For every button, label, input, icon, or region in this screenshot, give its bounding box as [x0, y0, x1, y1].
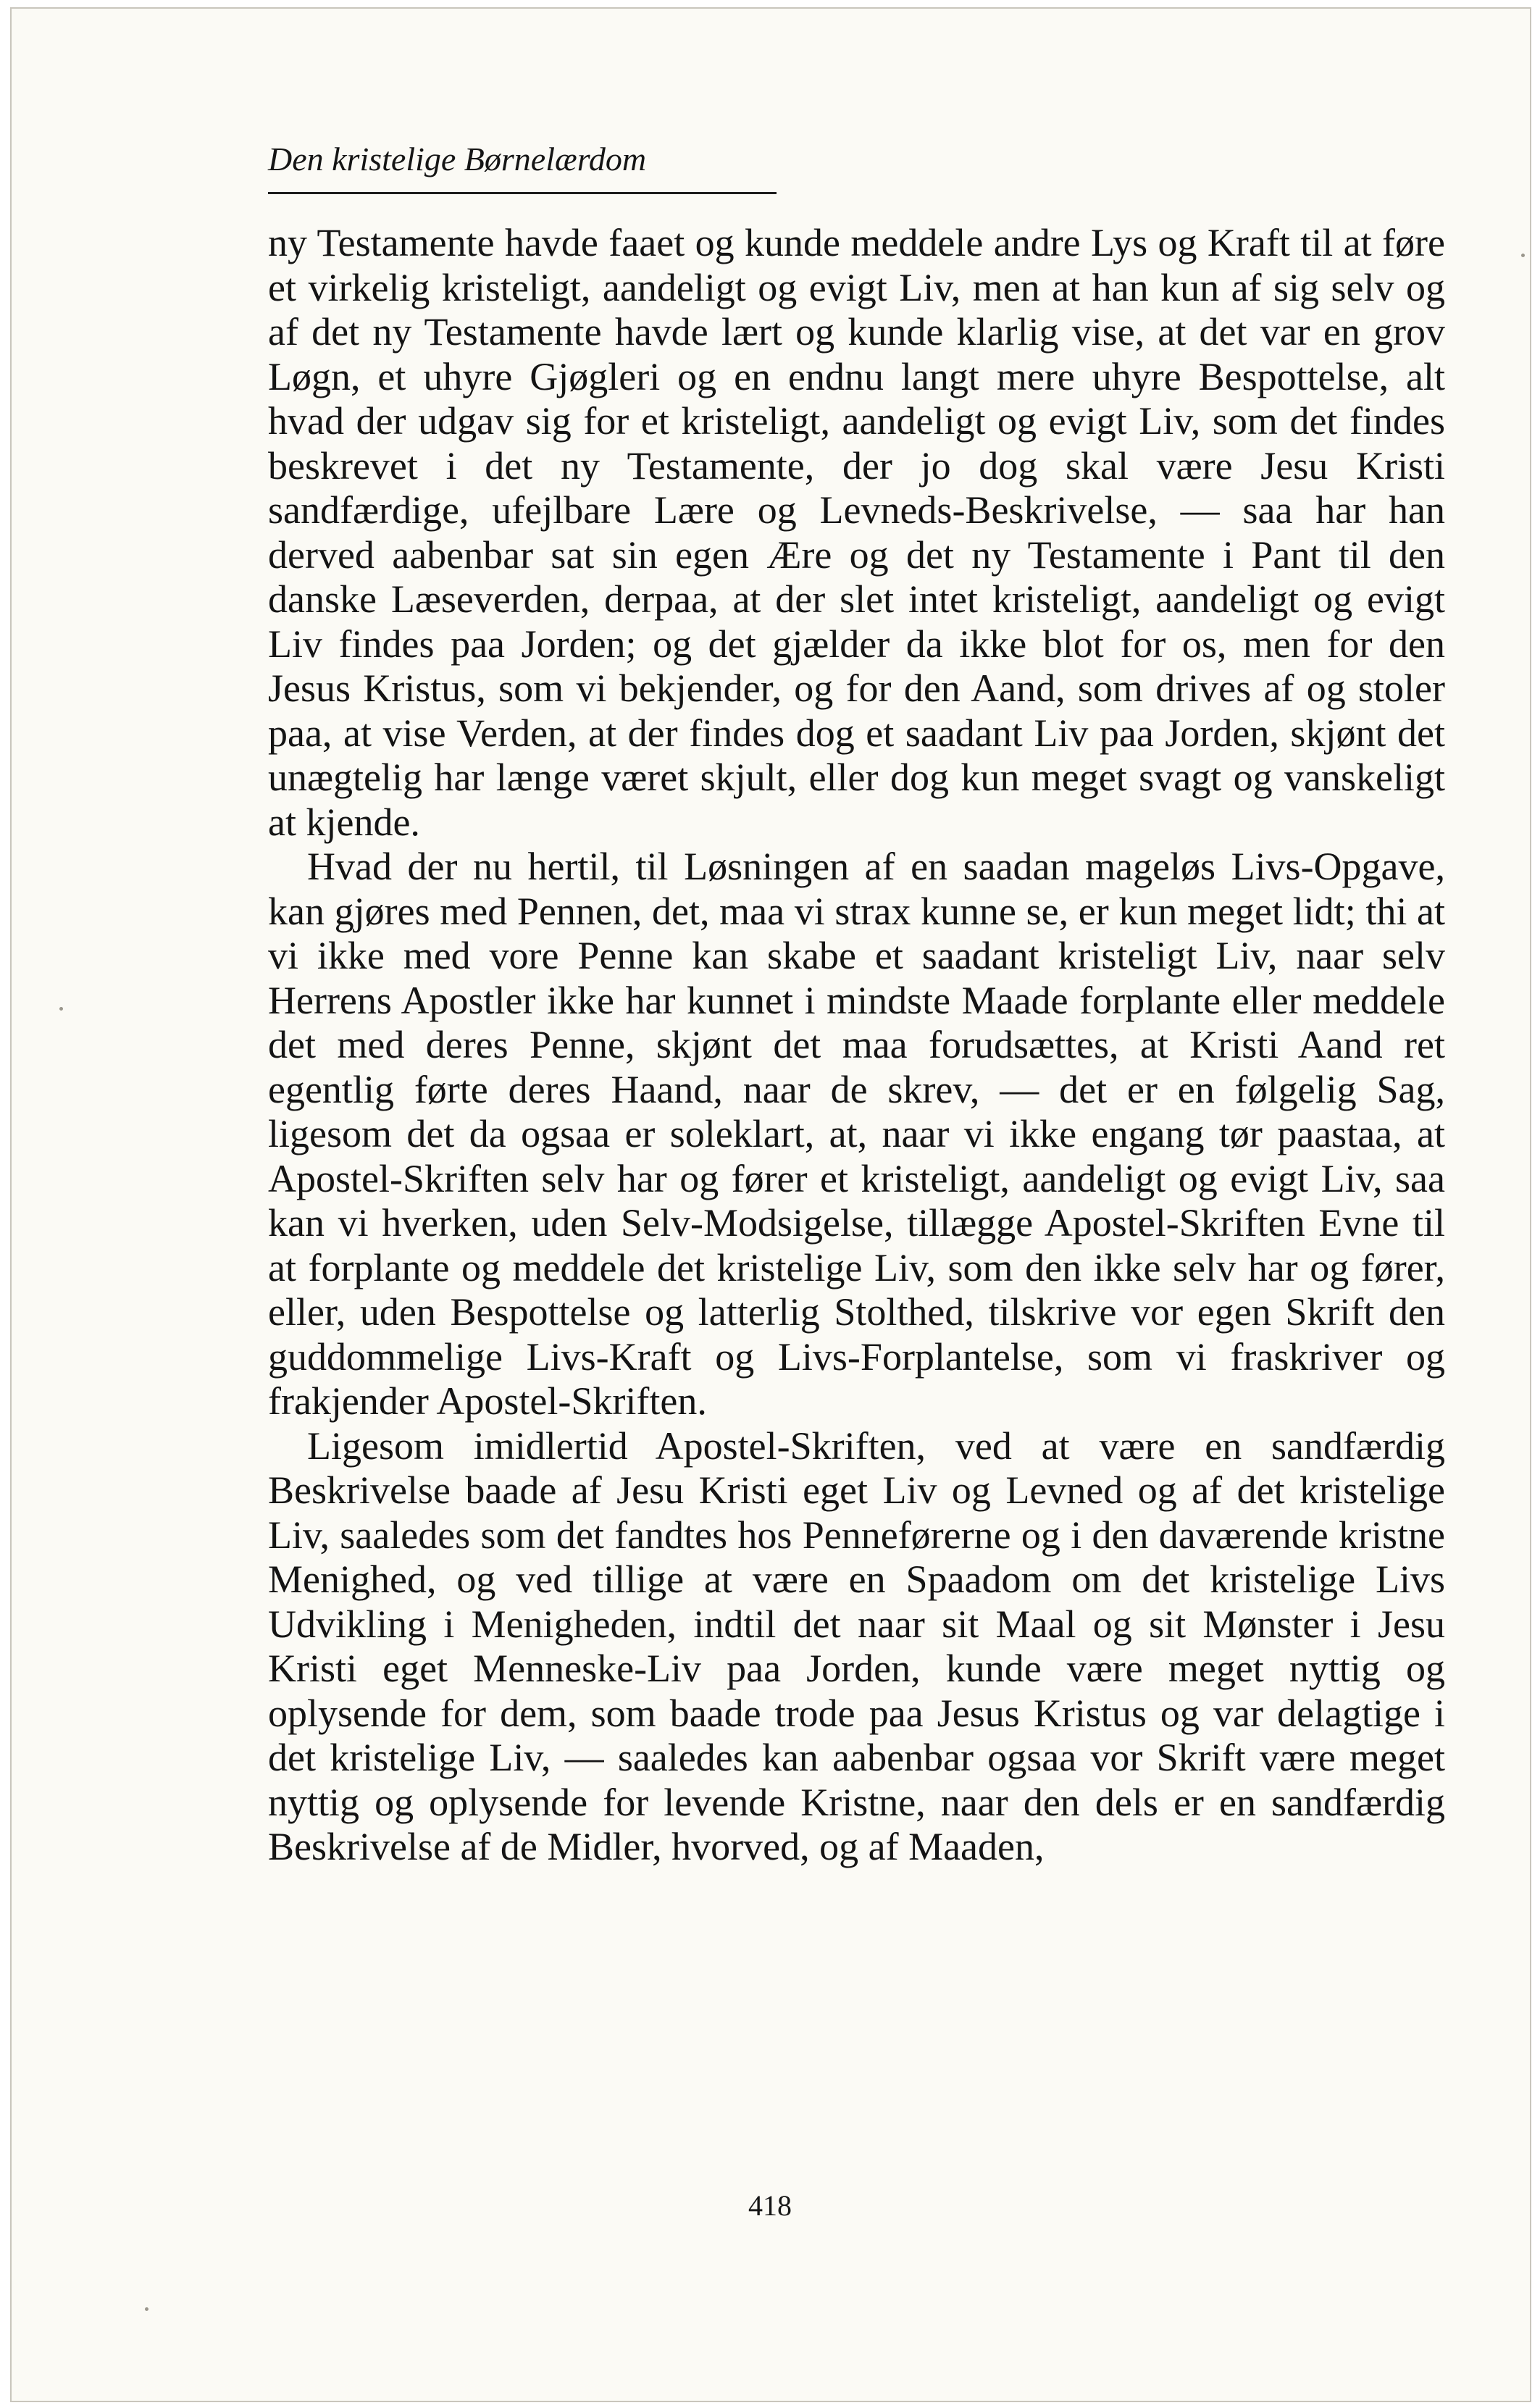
page-number: 418: [748, 2189, 792, 2222]
paper-speck: [145, 2307, 148, 2311]
paragraph-three: Ligesom imidlertid Apostel-Skriften, ved at være en sandfærdig Beskrivelse baade af Jesu Kristi eget Liv og Levned og af det kristelige Liv, saaledes som det fandtes hos Penneførerne og i den daværende kristne Menighed, og ved tillige at være en Spaadom om det kristelige Livs Udvikling i Menigheden, indtil det naar sit Maal og sit Mønster i Jesu Kristi eget Menneske-Liv paa Jorden, kunde være meget nyttig og oplysende for dem, som baade trode paa Jesus Kristus og var delagtige i det kristelige Liv, — saaledes kan aabenbar ogsaa vor Skrift være meget nyttig og oplysende for levende Kristne, naar den dels er en sandfærdig Beskrivelse af de Midler, hvorved, og af Maaden,: [268, 1424, 1445, 1868]
header-rule: [268, 192, 777, 194]
paper-speck: [59, 1007, 63, 1011]
paragraph-continued: ny Testamente havde faaet og kunde meddele andre Lys og Kraft til at føre et virkelig kristeligt, aandeligt og evigt Liv, men at han kun af sig selv og af det ny Testamente havde lært og kunde klarlig vise, at det var en grov Løgn, et uhyre Gjøgleri og en endnu langt mere uhyre Bespottelse, alt hvad der udgav sig for et kristeligt, aandeligt og evigt Liv, som det findes beskrevet i det ny Testamente, der jo dog skal være Jesu Kristi sandfærdige, ufejlbare Lære og Levneds-Beskrivelse, — saa har han derved aabenbar sat sin egen Ære og det ny Testamente i Pant til den danske Læseverden, derpaa, at der slet intet kristeligt, aandeligt og evigt Liv findes paa Jorden; og det gjælder da ikke blot for os, men for den Jesus Kristus, som vi bekjender, og for den Aand, som drives af og stoler paa, at vise Verden, at der findes dog et saadant Liv paa Jorden, skjønt det unægtelig har længe været skjult, eller dog kun meget svagt og vanskeligt at kjende.: [268, 221, 1445, 844]
body-text: [268, 221, 1445, 1870]
running-title: Den kristelige Børnelærdom: [268, 141, 647, 177]
paragraph-two: Hvad der nu hertil, til Løsningen af en saadan mageløs Livs-Opgave, kan gjøres med Pennen, det, maa vi strax kunne se, er kun meget lidt; thi at vi ikke med vore Penne kan skabe et saadant kristeligt Liv, naar selv Herrens Apostler ikke har kunnet i mindste Maade forplante eller meddele det med deres Penne, skjønt det maa forudsættes, at Kristi Aand ret egentlig førte deres Haand, naar de skrev, — det er en følgelig Sag, ligesom det da ogsaa er soleklart, at, naar vi ikke engang tør paastaa, at Apostel-Skriften selv har og fører et kristeligt, aandeligt og evigt Liv, saa kan vi hverken, uden Selv-Modsigelse, tillægge Apostel-Skriften Evne til at forplante og meddele det kristelige Liv, som den ikke selv har og fører, eller, uden Bespottelse og latterlig Stolthed, tilskrive vor egen Skrift den guddommelige Livs-Kraft og Livs-Forplantelse, som vi fraskriver og frakjender Apostel-Skriften.: [268, 845, 1445, 1423]
paper-speck: [1521, 254, 1525, 257]
